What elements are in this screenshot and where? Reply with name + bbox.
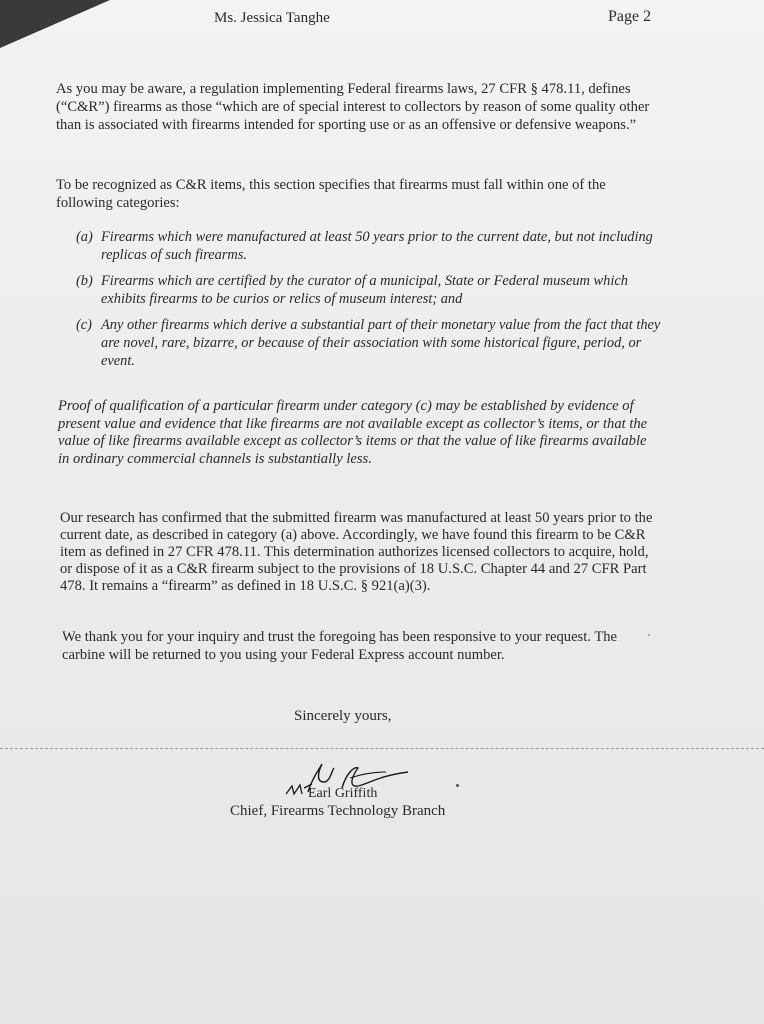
list-marker: (c) xyxy=(76,317,92,333)
list-marker: (b) xyxy=(76,273,93,289)
category-list xyxy=(76,228,666,378)
list-item-text: Any other firearms which derive a substantial part of their monetary value from the fact that they are novel, rare, bizarre, or because of their association with some historical figure, period, or event. xyxy=(101,317,661,369)
signer-name: Earl Griffith xyxy=(308,786,378,801)
list-item xyxy=(76,316,666,370)
paragraph-regulation: As you may be aware, a regulation implementing Federal firearms laws, 27 CFR § 478.11, defines (“C&R”) firearms as those “which are of special interest to collectors by reason of some quality other than is associated with firearms intended for sporting use or as an offensive or defensive weapons.” xyxy=(56,81,650,133)
signer-title: Chief, Firearms Technology Branch xyxy=(230,803,446,819)
list-item xyxy=(76,272,666,308)
list-item-text: Firearms which were manufactured at least 50 years prior to the current date, but not including replicas of such firearms. xyxy=(101,229,653,263)
list-marker: (a) xyxy=(76,229,93,245)
paragraph-thanks: We thank you for your inquiry and trust the foregoing has been responsive to your request. The carbine will be returned to you using your Federal Express account number. xyxy=(62,629,618,663)
paragraph-research: Our research has confirmed that the submitted firearm was manufactured at least 50 years prior to the current date, as described in category (a) above. Accordingly, we have found this firearm to be C&R item as defined in 27 CFR 478.11. This determination authorizes licensed collectors to acquire, hold, or dispose of it as a C&R firearm subject to the provisions of 18 U.S.C. Chapter 44 and 27 CFR Part 478. It remains a “firearm” as defined in 18 U.S.C. § 921(a)(3). xyxy=(60,510,653,594)
page-number: Page 2 xyxy=(608,8,652,25)
paragraph-proof: Proof of qualification of a particular firearm under category (c) may be established by evidence of present value and evidence that like firearms are not available except as collector’s items, or that the value of like firearms available except as collector’s items or that the value of like firearms available in ordinary commercial channels is substantially less. xyxy=(58,398,648,467)
page-fold-line xyxy=(0,748,764,749)
page-corner-shadow xyxy=(0,0,110,48)
paper-speck xyxy=(456,784,459,787)
paper-speck xyxy=(648,634,650,636)
recipient-header: Ms. Jessica Tanghe xyxy=(214,10,330,26)
paragraph-categories-intro: To be recognized as C&R items, this section specifies that firearms must fall within one of the following categories: xyxy=(56,177,606,211)
closing-salutation: Sincerely yours, xyxy=(294,708,392,724)
list-item xyxy=(76,228,666,264)
list-item-text: Firearms which are certified by the curator of a municipal, State or Federal museum which exhibits firearms to be curios or relics of museum interest; and xyxy=(101,273,628,307)
